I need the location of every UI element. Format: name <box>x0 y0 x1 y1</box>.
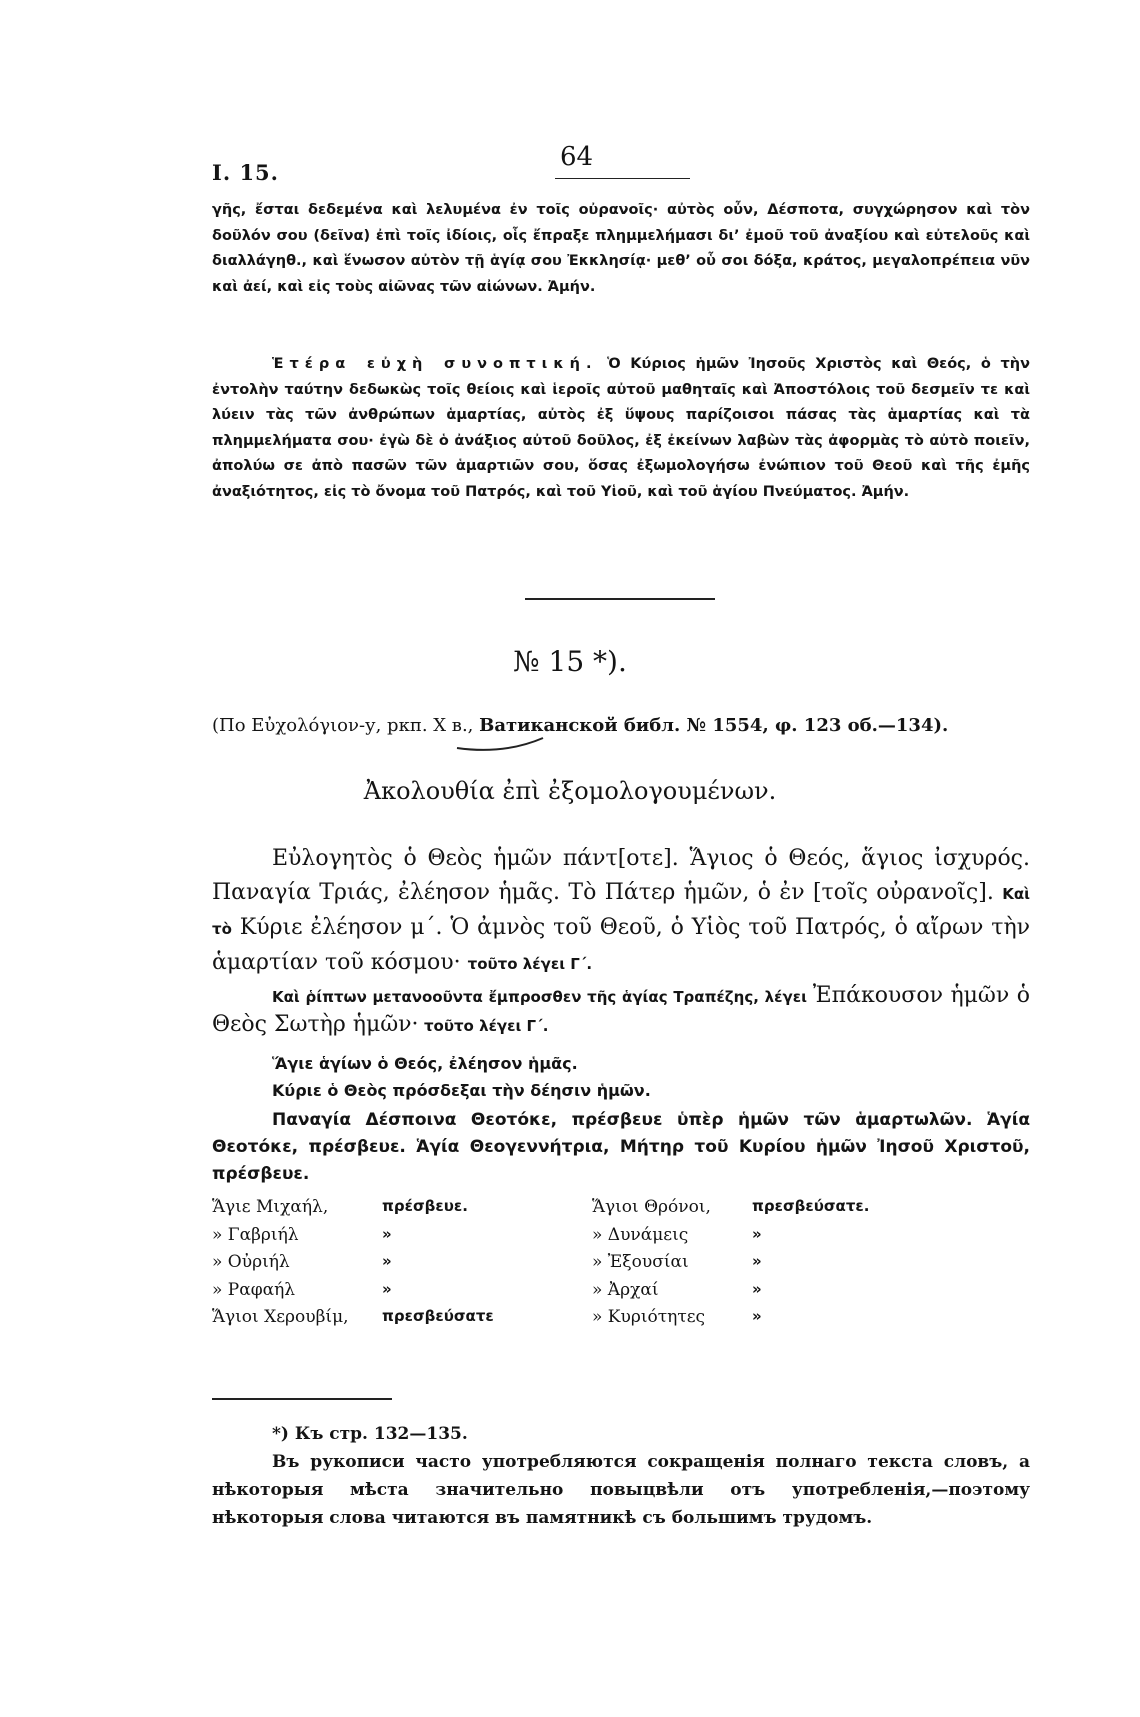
opening-small: Καὶ τὸ <box>212 885 1030 938</box>
litany-table <box>212 1197 972 1335</box>
opening-rest: Κύριε ἐλέησον μ΄. Ὁ ἀμνὸς τοῦ Θεοῦ, ὁ Υἱὸς τοῦ Πατρός, ὁ αἴρων τὴν ἁμαρτίαν τοῦ κόσμου· <box>212 915 1030 975</box>
litany-row <box>212 1307 972 1335</box>
litany-verb-right: » <box>752 1252 762 1270</box>
agie-line: Ἅγιε ἁγίων ὁ Θεός, ἐλέησον ἡμᾶς. <box>272 1054 578 1073</box>
litany-name-left: » Ραφαήλ <box>212 1279 296 1300</box>
footnote-text: Въ рукописи часто употребляются сокращенія полнаго текста словъ, а нѣкоторыя мѣста значительно повыцвѣли отъ употребленія,—поэтому нѣкоторыя слова читаются въ памятникѣ съ большимъ трудомъ. <box>212 1452 1030 1528</box>
header-rule <box>555 178 690 179</box>
litany-name-right: » Κυριότητες <box>592 1307 706 1327</box>
litany-name-left: Ἅγιοι Χερουβίμ, <box>212 1307 349 1327</box>
litany-verb-right: » <box>752 1279 762 1298</box>
prostration-rubric: Καὶ ῥίπτων μετανοοῦντα ἔμπροσθεν τῆς ἁγίας Τραπέζης, λέγει <box>272 988 807 1006</box>
second-prayer-paragraph <box>212 352 1030 506</box>
litany-name-right: Ἅγιοι Θρόνοι, <box>592 1197 711 1217</box>
litany-name-right: » Ἐξουσίαι <box>592 1252 689 1272</box>
kyrie-line: Κύριε ὁ Θεὸς πρόσδεξαι τὴν δέησιν ἡμῶν. <box>272 1081 651 1100</box>
litany-name-right: » Ἀρχαί <box>592 1279 659 1300</box>
footnote-reference: *) Къ стр. 132—135. <box>272 1424 468 1444</box>
pen-underline-mark <box>455 730 545 760</box>
second-prayer-text: Ὁ Κύριος ἡμῶν Ἰησοῦς Χριστὸς καὶ Θεός, ὁ τὴν ἐντολὴν ταύτην δεδωκὼς τοῖς θείοις καὶ ἱεροῖς αὐτοῦ μαθηταῖς καὶ Ἀποστόλοις τοῦ δεσμεῖν τε καὶ λύειν τὰς τῶν ἀνθρώπων ἁμαρτίας, αὐτὸς ἐξ ὕψους παρίζοισοι πάσας τὰς ἁμαρτίας καὶ τὰ πλημμελήματα σου· ἐγὼ δὲ ὁ ἀνάξιος αὐτοῦ δοῦλος, ἐξ ἐκείνων λαβὼν τὰς ἀφορμὰς τὸ αὐτὸ ποιεῖν, ἀπολύω σε ἀπὸ πασῶν τῶν ἁμαρτιῶν σου, ὅσας ἐξωμολογήσω ἐνώπιον τοῦ Θεοῦ καὶ τῆς ἐμῆς ἀναξιότητος, εἰς τὸ ὄνομα τοῦ Πατρός, καὶ τοῦ Υἱοῦ, καὶ τοῦ ἁγίου Πνεύματος. Ἀμήν. <box>212 356 1030 500</box>
litany-verb-left: πρεσβεύσατε <box>382 1307 494 1325</box>
footnote <box>212 1420 1030 1532</box>
litany-name-left: Ἅγιε Μιχαήλ, <box>212 1197 329 1217</box>
litany-verb-left: » <box>382 1279 392 1298</box>
theotokos-paragraph: Παναγία Δέσποινα Θεοτόκε, πρέσβευε ὑπὲρ ἡμῶν τῶν ἁμαρτωλῶν. Ἁγία Θεοτόκε, πρέσβευε. Ἁγία Θεογεννήτρια, Μήτηρ τοῦ Κυρίου ἡμῶν Ἰησοῦ Χριστοῦ, πρέσβευε. <box>212 1110 1030 1184</box>
litany-verb-right: » <box>752 1224 762 1243</box>
litany-row <box>212 1225 972 1253</box>
prayer-ending-paragraph: γῆς, ἔσται δεδεμένα καὶ λελυμένα ἐν τοῖς οὐρανοῖς· αὐτὸς οὖν, Δέσποτα, συγχώρησον καὶ τὸν δοῦλόν σου (δεῖνα) ἐπὶ τοῖς ἰδίοις, οἷς ἔπραξε πλημμελήμασι δι’ ἐμοῦ τοῦ ἀναξίου καὶ εὐτελοῦς καὶ διαλλάγηθ., καὶ ἕνωσον αὐτὸν τῇ ἁγίᾳ σου Ἐκκλησίᾳ· μεθ’ οὗ σοι δόξα, κράτος, μεγαλοπρέπεια νῦν καὶ ἀεί, καὶ εἰς τοὺς αἰῶνας τῶν αἰώνων. Ἀμήν. <box>212 202 1030 295</box>
litany-verb-left: » <box>382 1224 392 1243</box>
footnote-rule <box>212 1398 392 1400</box>
litany-name-left: » Γαβριήλ <box>212 1224 299 1245</box>
litany-row <box>212 1197 972 1225</box>
litany-row <box>212 1252 972 1280</box>
opening-tail: τοῦτο λέγει Γ΄. <box>467 955 593 973</box>
office-title: Ἀκολουθία ἐπὶ ἐξομολογουμένων. <box>363 777 777 805</box>
page-number: 64 <box>560 142 594 172</box>
source-russian: Ватиканской библ. № 1554, φ. 123 об.—134). <box>479 715 949 736</box>
litany-verb-left: » <box>382 1252 392 1270</box>
litany-verb-right: » <box>752 1307 762 1325</box>
litany-row <box>212 1280 972 1308</box>
opening-paragraph <box>212 842 1030 981</box>
prostration-prayer: Ἐπάκουσον ἡμῶν ὁ Θεὸς Σωτὴρ ἡμῶν· <box>212 983 1030 1037</box>
source-greek: (Πο Εὐχολόγιον-у, ркп. X в., <box>212 715 474 736</box>
litany-verb-left: πρέσβευε. <box>382 1197 468 1215</box>
section-title: № 15 *). <box>513 645 627 678</box>
litany-verb-right: πρεσβεύσατε. <box>752 1197 870 1215</box>
section-reference: I. 15. <box>212 160 279 185</box>
opening-main: Εὐλογητὸς ὁ Θεὸς ἡμῶν πάντ[οτε]. Ἅγιος ὁ Θεός, ἅγιος ἰσχυρός. Παναγία Τριάς, ἐλέησον ἡμᾶς. Τὸ Πάτερ ἡμῶν, ὁ ἐν [τοῖς οὐρανοῖς]. <box>212 846 1030 905</box>
prostration-paragraph <box>212 982 1030 1040</box>
second-prayer-heading: Ἑτέρα εὐχὴ συνοπτική. <box>272 356 598 372</box>
section-divider <box>525 598 715 600</box>
litany-name-right: » Δυνάμεις <box>592 1224 689 1245</box>
litany-name-left: » Οὐριήλ <box>212 1252 290 1272</box>
prostration-tail: τοῦτο λέγει Γ΄. <box>423 1017 549 1035</box>
manuscript-source <box>212 715 1052 736</box>
